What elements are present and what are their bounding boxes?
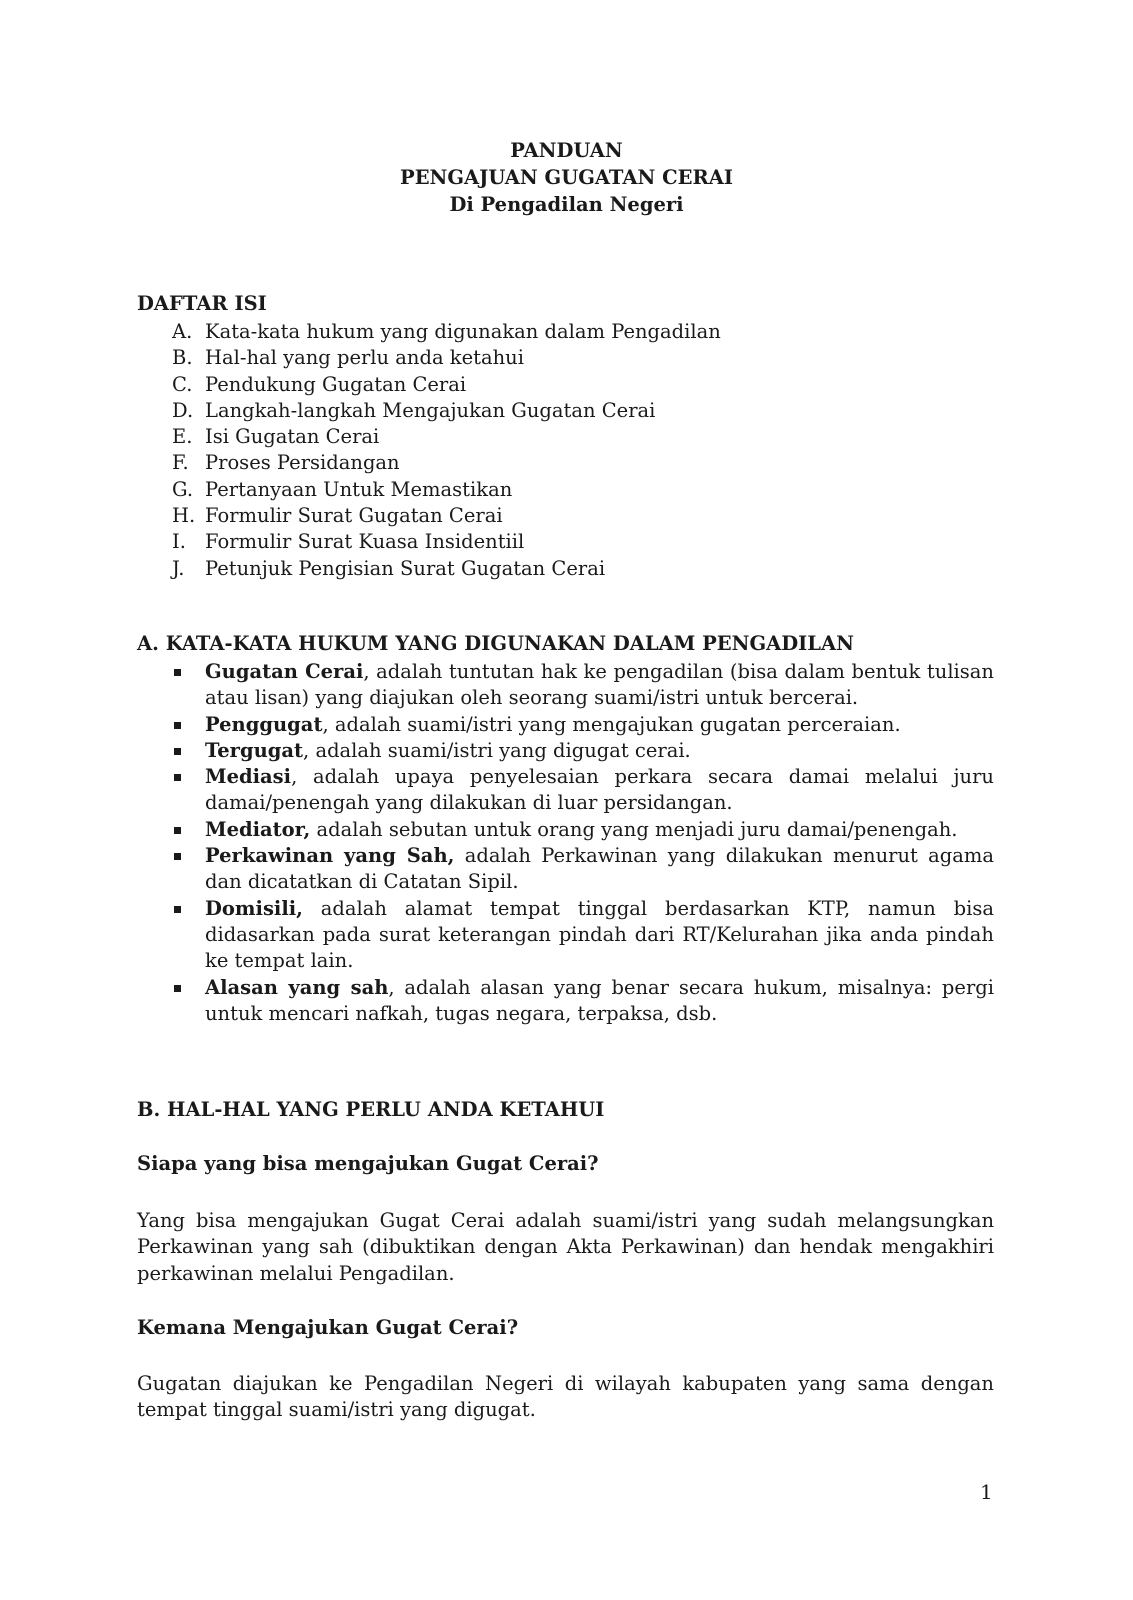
- definition-text: , adalah suami/istri yang mengajukan gugatan perceraian.: [322, 712, 901, 736]
- definition-item: [172, 896, 994, 975]
- toc-item: [172, 503, 721, 529]
- question-who: Siapa yang bisa mengajukan Gugat Cerai?: [137, 1152, 599, 1175]
- toc-item: [172, 372, 721, 398]
- toc-text: Pendukung Gugatan Cerai: [205, 372, 467, 396]
- toc-item: [172, 345, 721, 371]
- toc-item: [172, 398, 721, 424]
- definition-text: adalah Perkawinan yang dilakukan menurut agama dan dicatatkan di Catatan Sipil.: [205, 844, 994, 894]
- toc-letter: A.: [172, 320, 193, 343]
- toc-item: [172, 424, 721, 450]
- definition-text: , adalah upaya penyelesaian perkara secara damai melalui juru damai/penengah yang dilakukan di luar persidangan.: [205, 765, 994, 815]
- title-line-2: PENGAJUAN GUGATAN CERAI: [400, 166, 733, 189]
- question-where: Kemana Mengajukan Gugat Cerai?: [137, 1316, 519, 1339]
- toc-letter: I.: [172, 530, 186, 554]
- definition-term: Mediasi: [205, 765, 292, 789]
- answer-where: Gugatan diajukan ke Pengadilan Negeri di wilayah kabupaten yang sama dengan tempat tinggal suami/istri yang digugat.: [137, 1372, 994, 1422]
- title-line-1: PANDUAN: [510, 139, 623, 162]
- toc-text: Pertanyaan Untuk Memastikan: [205, 477, 513, 501]
- section-b-heading: B. HAL-HAL YANG PERLU ANDA KETAHUI: [137, 1098, 605, 1121]
- toc-letter: D.: [172, 398, 194, 422]
- toc-letter: H.: [172, 504, 196, 528]
- square-bullet-icon: [174, 985, 181, 992]
- square-bullet-icon: [174, 722, 181, 729]
- definition-item: [172, 738, 994, 764]
- toc-text: Petunjuk Pengisian Surat Gugatan Cerai: [205, 556, 606, 580]
- toc-text: Proses Persidangan: [205, 451, 400, 475]
- page-number: 1: [980, 1480, 993, 1504]
- definition-term: Mediator,: [205, 817, 311, 841]
- toc-text: Formulir Surat Kuasa Insidentiil: [205, 530, 525, 554]
- definition-item: [172, 659, 994, 712]
- square-bullet-icon: [174, 906, 181, 913]
- toc-item: [172, 477, 721, 503]
- definition-term: Penggugat: [205, 712, 323, 736]
- square-bullet-icon: [174, 827, 181, 834]
- definition-term: Tergugat: [205, 738, 304, 762]
- title-block: [0, 137, 1133, 218]
- definition-text: , adalah alasan yang benar secara hukum, misalnya: pergi untuk mencari nafkah, tugas negara, terpaksa, dsb.: [205, 975, 994, 1025]
- answer-who: Yang bisa mengajukan Gugat Cerai adalah suami/istri yang sudah melangsungkan Perkawinan yang sah (dibuktikan dengan Akta Perkawinan) dan hendak mengakhiri perkawinan melalui Pengadilan.: [137, 1209, 994, 1285]
- definition-text: , adalah suami/istri yang digugat cerai.: [303, 738, 691, 762]
- definition-item: [172, 817, 994, 843]
- toc-item: [172, 556, 721, 582]
- toc-letter: E.: [172, 425, 193, 449]
- definition-text: adalah alamat tempat tinggal berdasarkan KTP, namun bisa didasarkan pada surat keterangan pindah dari RT/Kelurahan jika anda pindah ke tempat lain.: [205, 896, 994, 973]
- toc-letter: F.: [172, 451, 189, 475]
- toc-letter: B.: [172, 346, 193, 370]
- toc-item: [172, 319, 721, 345]
- definition-term: Gugatan Cerai: [205, 660, 364, 683]
- toc-letter: J.: [172, 556, 185, 580]
- toc-text: Langkah-langkah Mengajukan Gugatan Cerai: [205, 398, 656, 422]
- toc-letter: C.: [172, 372, 193, 396]
- square-bullet-icon: [174, 853, 181, 860]
- square-bullet-icon: [174, 669, 181, 676]
- toc-letter: G.: [172, 477, 194, 501]
- definition-term: Domisili,: [205, 896, 303, 920]
- toc-text: Hal-hal yang perlu anda ketahui: [205, 346, 524, 370]
- definition-item: [172, 712, 994, 738]
- definition-term: Alasan yang sah: [205, 975, 389, 999]
- definition-text: , adalah tuntutan hak ke pengadilan (bisa dalam bentuk tulisan atau lisan) yang diajukan oleh seorang suami/istri untuk bercerai.: [205, 660, 994, 710]
- definition-term: Perkawinan yang Sah,: [205, 844, 455, 868]
- definitions-list: [172, 659, 994, 1027]
- definition-text: adalah sebutan untuk orang yang menjadi juru damai/penengah.: [310, 817, 958, 841]
- toc-item: [172, 529, 721, 555]
- section-a-heading: A. KATA-KATA HUKUM YANG DIGUNAKAN DALAM PENGADILAN: [137, 632, 854, 655]
- toc-text: Formulir Surat Gugatan Cerai: [205, 504, 503, 528]
- definition-item: [172, 843, 994, 896]
- toc-heading: DAFTAR ISI: [137, 292, 267, 315]
- square-bullet-icon: [174, 774, 181, 781]
- toc-text: Isi Gugatan Cerai: [205, 425, 380, 449]
- toc-item: [172, 450, 721, 476]
- definition-item: [172, 975, 994, 1028]
- title-line-3: Di Pengadilan Negeri: [449, 193, 684, 216]
- square-bullet-icon: [174, 748, 181, 755]
- definition-item: [172, 764, 994, 817]
- toc-text: Kata-kata hukum yang digunakan dalam Pengadilan: [205, 320, 721, 343]
- table-of-contents: [172, 319, 721, 582]
